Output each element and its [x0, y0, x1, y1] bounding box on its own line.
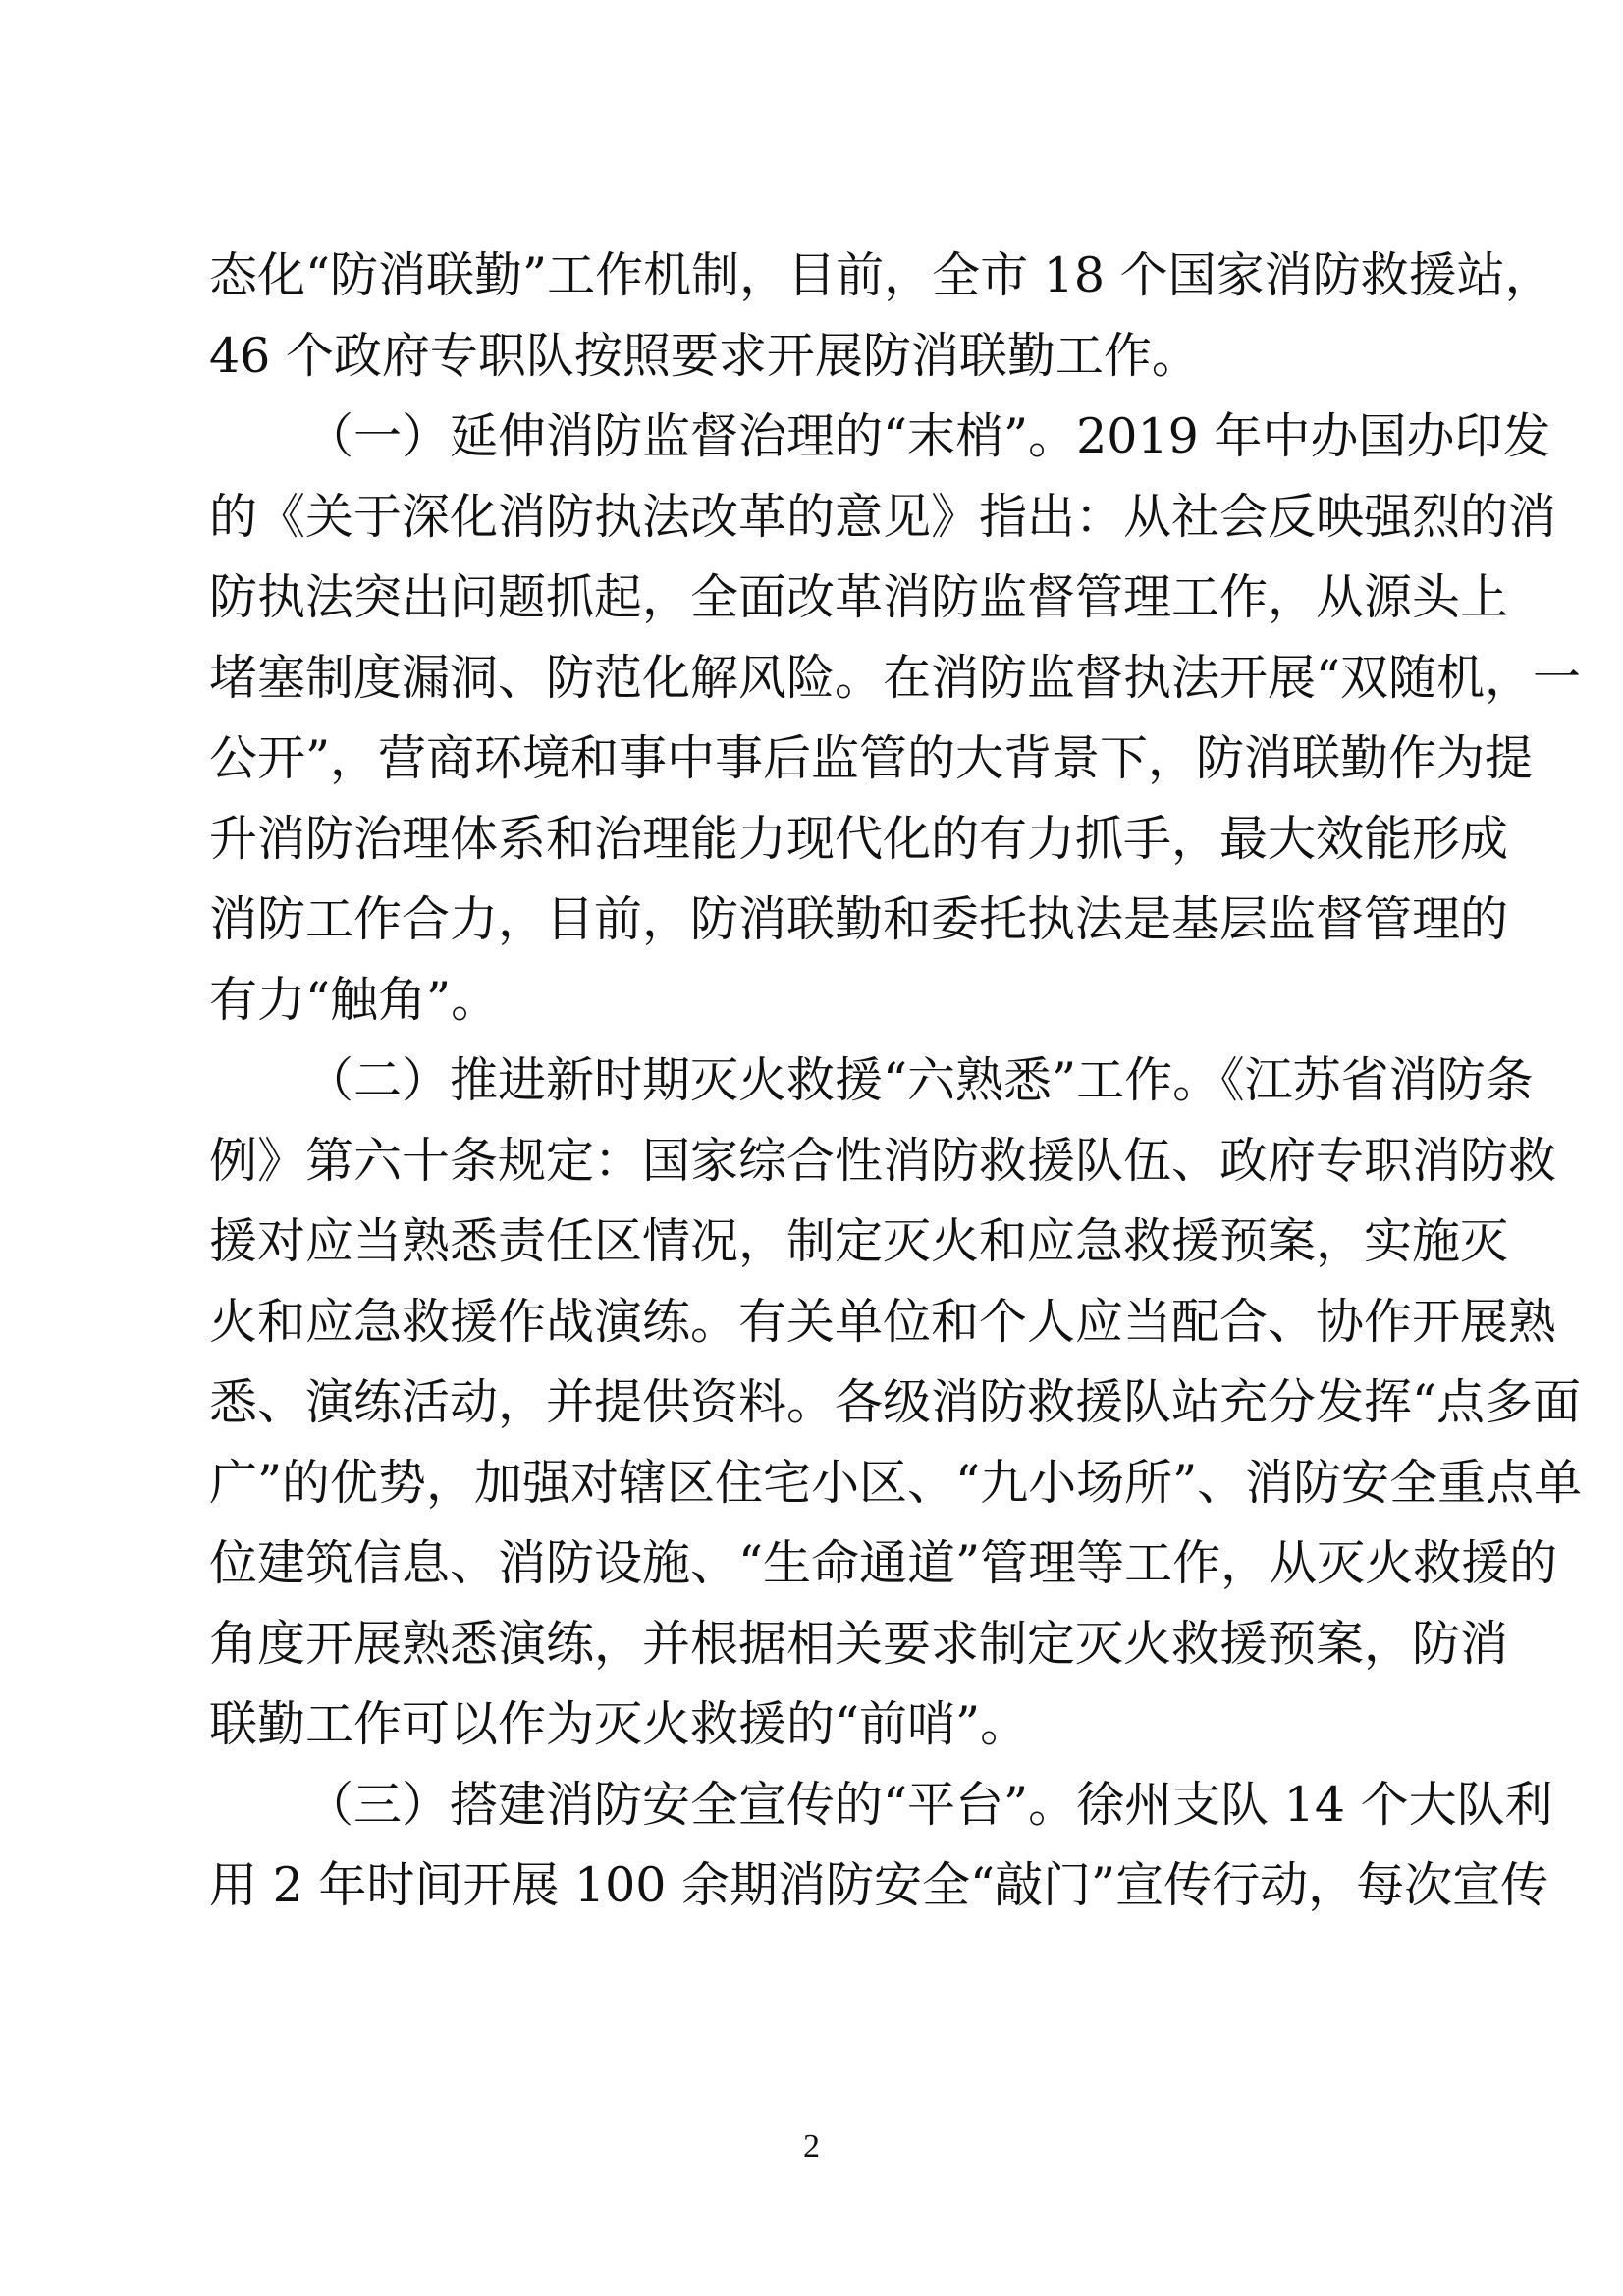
text-line: 广”的优势，加强对辖区住宅小区、“九小场所”、消防安全重点单 [209, 1455, 1583, 1511]
text-line: 火和应急救援作战演练。有关单位和个人应当配合、协作开展熟 [209, 1294, 1557, 1350]
text-line: 援对应当熟悉责任区情况，制定灭火和应急救援预案，实施灭 [209, 1213, 1509, 1269]
text-line: 防执法突出问题抓起，全面改革消防监督管理工作，从源头上 [209, 569, 1509, 625]
text-line: 例》第六十条规定：国家综合性消防救援队伍、政府专职消防救 [209, 1133, 1557, 1189]
text-line: 有力“触角”。 [209, 972, 500, 1028]
text-line: 公开”，营商环境和事中事后监管的大背景下，防消联勤作为提 [209, 730, 1534, 786]
text-line: 用 2 年时间开展 100 余期消防安全“敲门”宣传行动，每次宣传 [209, 1857, 1549, 1913]
text-line: 的《关于深化消防执法改革的意见》指出：从社会反映强烈的消 [209, 489, 1557, 545]
body-text [209, 236, 1583, 1926]
section-heading-line: （三）搭建消防安全宣传的“平台”。徐州支队 14 个大队利 [305, 1777, 1553, 1833]
section-heading-line: （二）推进新时期灭火救援“六熟悉”工作。《江苏省消防条 [305, 1052, 1534, 1108]
text-line: 46 个政府专职队按照要求开展防消联勤工作。 [209, 328, 1200, 384]
text-line: 悉、演练活动，并提供资料。各级消防救援队站充分发挥“点多面 [209, 1374, 1582, 1430]
text-line: 位建筑信息、消防设施、“生命通道”管理等工作，从灭火救援的 [209, 1535, 1558, 1591]
text-line: 联勤工作可以作为灭火救援的“前哨”。 [209, 1696, 1029, 1752]
text-line: 角度开展熟悉演练，并根据相关要求制定灭火救援预案，防消 [209, 1616, 1509, 1672]
text-line: 态化“防消联勤”工作机制，目前，全市 18 个国家消防救援站， [209, 247, 1553, 303]
text-line: 升消防治理体系和治理能力现代化的有力抓手，最大效能形成 [209, 811, 1509, 867]
page-number: 2 [803, 2128, 820, 2164]
section-heading-line: （一）延伸消防监督治理的“末梢”。2019 年中办国办印发 [305, 408, 1551, 464]
text-line: 消防工作合力，目前，防消联勤和委托执法是基层监督管理的 [209, 891, 1509, 947]
text-line: 堵塞制度漏洞、防范化解风险。在消防监督执法开展“双随机，一 [209, 650, 1582, 706]
